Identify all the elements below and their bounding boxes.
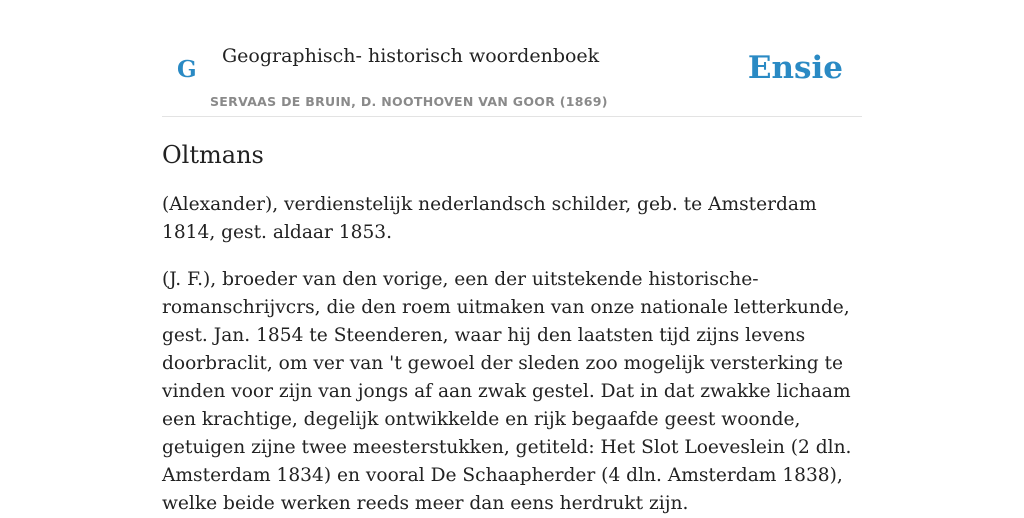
entry-paragraph: (J. F.), broeder van den vorige, een der uitstekende historische-romanschrijvcrs, die den roem uitmaken van onze nationale letterkunde, gest. Jan. 1854 te Steenderen, waar hij den laatsten tijd zijns levens doorbraclit, om ver van 't gewoel der sleden zoo mogelijk versterking te vinden voor zijn van jongs af aan zwak gestel. Dat in dat zwakke lichaam een krachtige, degelijk ontwikkelde en rijk begaafde geest woonde, getuigen zijne twee meesterstukken, getiteld: Het Slot Loeveslein (2 dln. Amsterdam 1834) en vooral De Schaapherder (4 dln. Amsterdam 1838), welke beide werken reeds meer dan eens herdrukt zijn. (162, 269, 852, 514)
dictionary-letter-badge[interactable]: G (177, 56, 197, 83)
book-title[interactable]: Geographisch- historisch woordenboek (222, 45, 600, 67)
page-content (162, 0, 862, 518)
entry-paragraph: (Alexander), verdienstelijk nederlandsch schilder, geb. te Amsterdam 1814, gest. aldaar 1853. (162, 194, 817, 243)
dictionary-header (162, 0, 862, 117)
entry-title: Oltmans (162, 141, 264, 169)
book-authors: SERVAAS DE BRUIN, D. NOOTHOVEN VAN GOOR (1869) (210, 94, 608, 109)
ensie-logo[interactable]: Ensie (747, 50, 843, 86)
